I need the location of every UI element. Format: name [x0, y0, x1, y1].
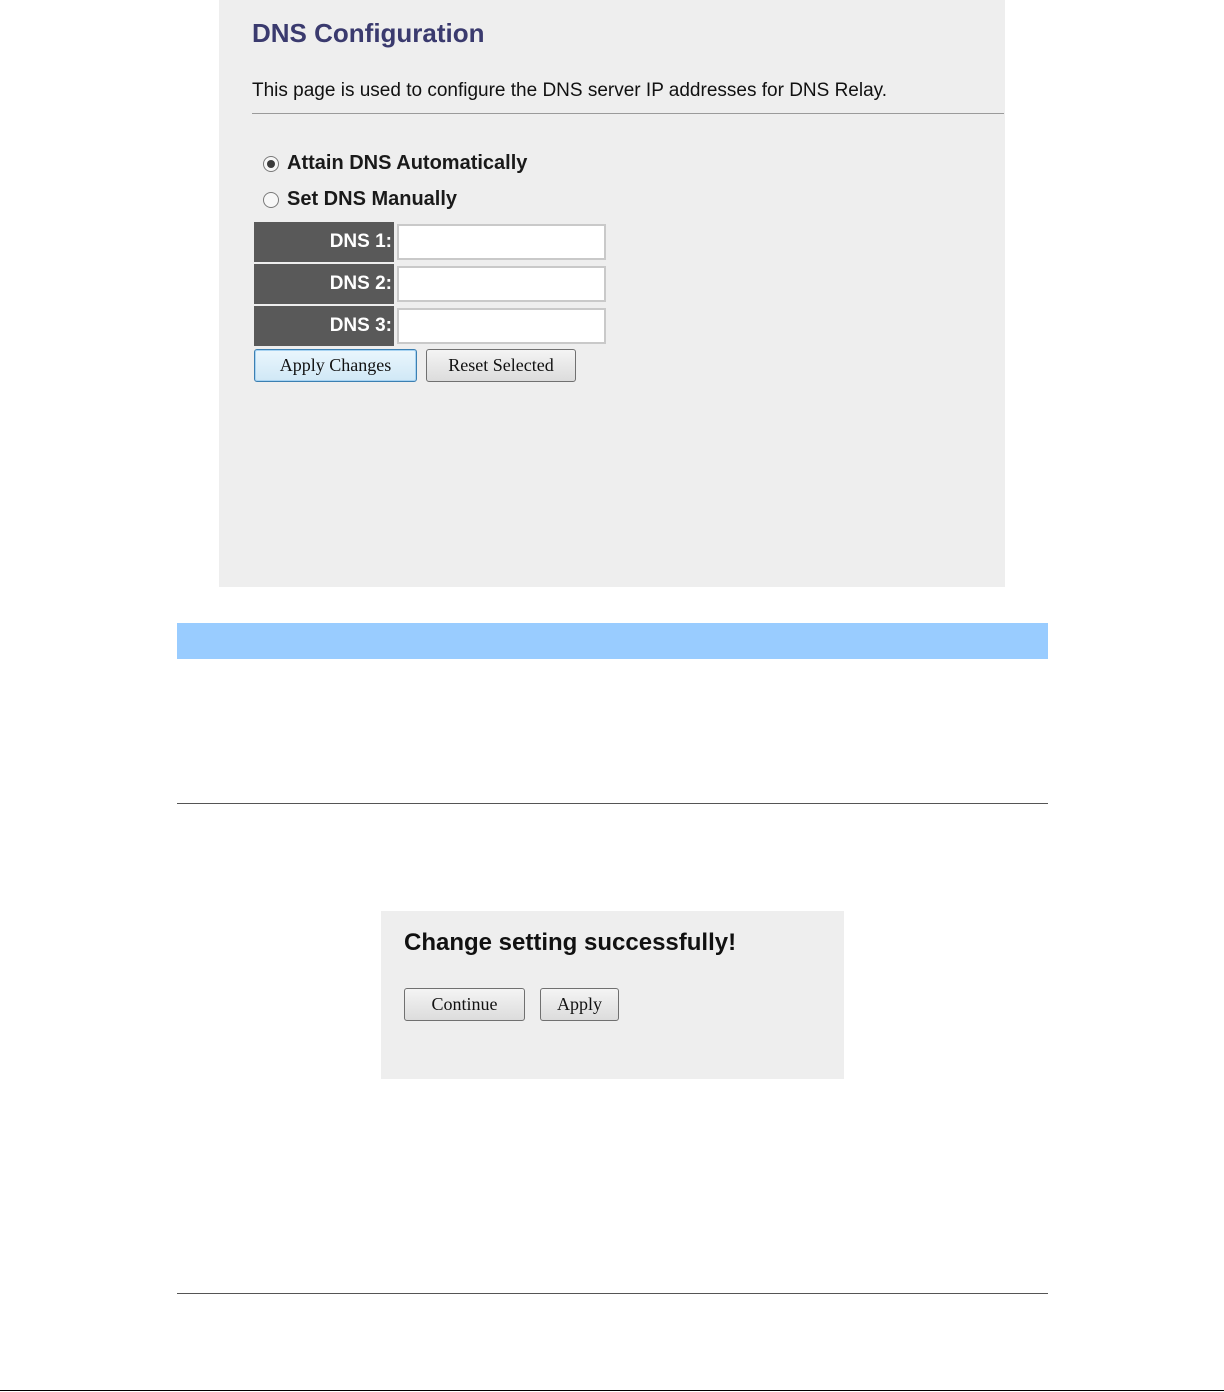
reset-selected-button[interactable]: Reset Selected [426, 349, 576, 382]
attain-dns-auto-label: Attain DNS Automatically [287, 152, 528, 174]
divider [252, 113, 1004, 114]
dns1-row [254, 222, 608, 262]
dns3-label: DNS 3: [254, 306, 394, 346]
success-dialog [381, 911, 844, 1079]
blue-separator-bar [177, 623, 1048, 659]
page-description: This page is used to configure the DNS server IP addresses for DNS Relay. [252, 80, 888, 101]
dns1-input[interactable] [397, 224, 606, 260]
dns1-label: DNS 1: [254, 222, 394, 262]
apply-changes-button[interactable]: Apply Changes [254, 349, 417, 382]
apply-button[interactable]: Apply [540, 988, 619, 1021]
dns-config-panel [219, 0, 1005, 587]
dns3-input[interactable] [397, 308, 606, 344]
set-dns-manual-option[interactable] [263, 188, 457, 211]
attain-dns-auto-option[interactable] [263, 152, 527, 175]
page-title: DNS Configuration [252, 18, 485, 48]
continue-button[interactable]: Continue [404, 988, 525, 1021]
set-dns-manual-label: Set DNS Manually [287, 188, 458, 210]
dns2-input[interactable] [397, 266, 606, 302]
dns2-row [254, 264, 608, 304]
page-footer-line [0, 1390, 1224, 1391]
separator-line [177, 803, 1048, 804]
dns2-label: DNS 2: [254, 264, 394, 304]
dns3-row [254, 306, 608, 346]
separator-line-bottom [177, 1293, 1048, 1294]
success-message: Change setting successfully! [404, 929, 737, 956]
attain-dns-auto-radio[interactable] [263, 156, 279, 172]
set-dns-manual-radio[interactable] [263, 192, 279, 208]
